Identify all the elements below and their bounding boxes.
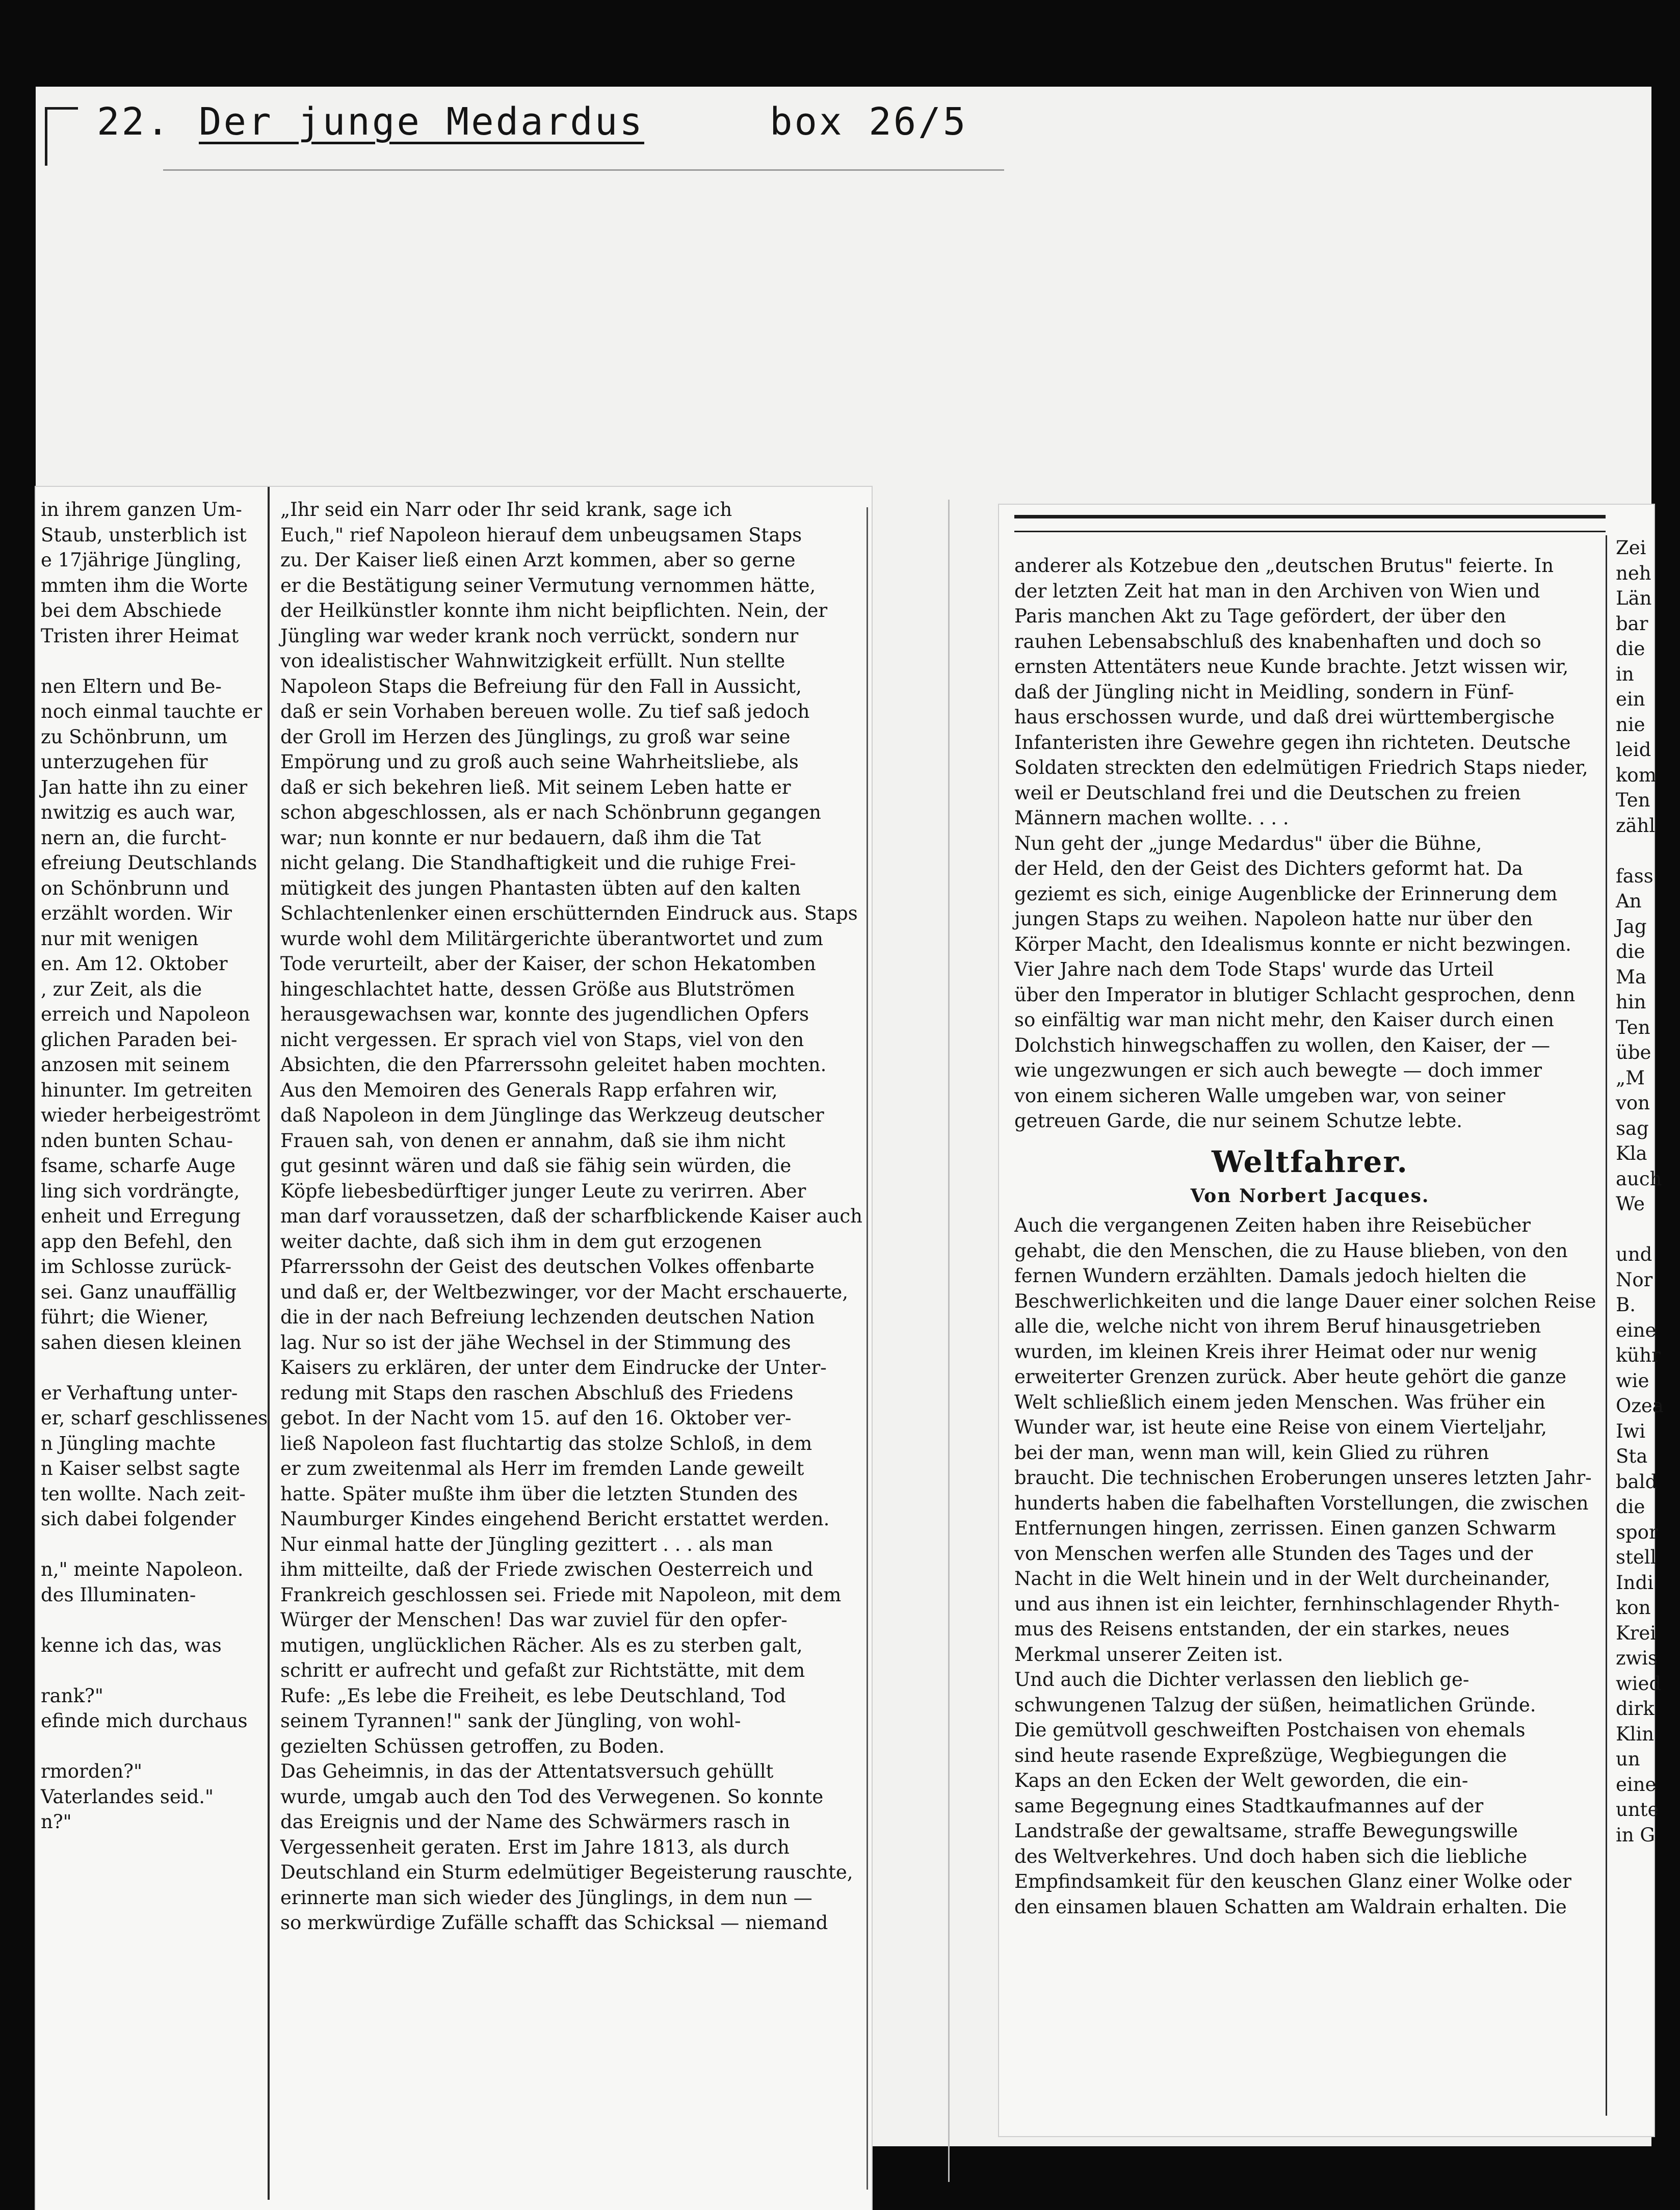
text-line: und aus ihnen ist ein leichter, fernhinschlagender Rhyth- — [1014, 1593, 1560, 1615]
text-line: An — [1616, 890, 1642, 912]
text-line: des Illuminaten- — [41, 1583, 196, 1606]
text-line: erreich und Napoleon — [41, 1003, 250, 1025]
header-rule — [163, 169, 1004, 171]
text-line: wied — [1616, 1672, 1662, 1695]
text-line: von Menschen werfen alle Stunden des Tages und der — [1014, 1542, 1533, 1565]
text-line: Sta — [1616, 1445, 1648, 1467]
fold-line — [948, 500, 950, 2182]
text-line: fsame, scharfe Auge — [41, 1155, 236, 1177]
text-line: Ozea — [1616, 1395, 1664, 1417]
text-line: Körper Macht, den Idealismus konnte er nicht bezwingen. — [1014, 933, 1571, 955]
text-line: die — [1616, 1496, 1645, 1518]
text-line: über den Imperator in blutiger Schlacht gesprochen, denn — [1014, 983, 1576, 1006]
text-line: nwitzig es auch war, — [41, 801, 236, 823]
text-line — [1616, 838, 1654, 864]
text-line: Pfarrerssohn der Geist des deutschen Volkes offenbarte — [280, 1256, 815, 1278]
text-line: in G — [1616, 1824, 1655, 1846]
text-line: unterzugehen für — [41, 751, 208, 773]
text-line: Krei — [1616, 1622, 1657, 1644]
header-number: 22. — [97, 100, 171, 144]
text-line: daß Napoleon in dem Jünglinge das Werkzeug deutscher — [280, 1104, 824, 1126]
text-line: der Heilkünstler konnte ihm nicht beipflichten. Nein, der — [280, 600, 828, 621]
text-line: führt; die Wiener, — [41, 1306, 209, 1328]
text-line: sich dabei folgender — [41, 1508, 236, 1530]
text-line: ernsten Attentäters neue Kunde brachte. Jetzt wissen wir, — [1014, 656, 1569, 678]
text-line: sind heute rasende Expreßzüge, Wegbiegungen die — [1014, 1744, 1507, 1766]
text-line: Wunder war, ist heute eine Reise von einem Vierteljahr, — [1014, 1416, 1547, 1438]
text-line: Empfindsamkeit für den keuschen Glanz einer Wolke oder — [1014, 1870, 1571, 1892]
text-line: app den Befehl, den — [41, 1230, 232, 1253]
text-line: n," meinte Napoleon. — [41, 1558, 244, 1580]
text-line: We — [1616, 1193, 1645, 1215]
clipping-right — [999, 505, 1664, 2136]
text-line: alle die, welche nicht von ihrem Beruf hinausgetrieben — [1014, 1315, 1541, 1337]
text-line: daß er sich bekehren ließ. Mit seinem Leben hatte er — [280, 776, 791, 798]
text-line: von einem sicheren Walle umgeben war, von seiner — [1014, 1084, 1506, 1107]
text-line: im Schlosse zurück- — [41, 1256, 232, 1278]
text-line: erweiterter Grenzen zurück. Aber heute gehört die ganze — [1014, 1366, 1567, 1388]
text-line: Ma — [1616, 966, 1646, 988]
text-line: Zei — [1616, 537, 1646, 559]
column-a — [41, 497, 268, 1835]
text-line: hatte. Später mußte ihm über die letzten Stunden des — [280, 1483, 798, 1505]
text-line: ihm mitteilte, daß der Friede zwischen Oesterreich und — [280, 1558, 813, 1580]
text-line: er die Bestätigung seiner Vermutung vernommen hätte, — [280, 574, 816, 596]
text-line: Köpfe liebesbedürftiger junger Leute zu verirren. Aber — [280, 1180, 806, 1202]
text-line: on Schönbrunn und — [41, 877, 229, 899]
text-line: zu Schönbrunn, um — [41, 725, 228, 748]
text-line — [41, 1355, 260, 1381]
clipping-left — [36, 487, 872, 2210]
text-line: eine — [1616, 1319, 1657, 1341]
text-line: Deutschland ein Sturm edelmütiger Begeisterung rauschte, — [280, 1861, 853, 1883]
text-line: Absichten, die den Pfarrerssohn geleitet haben mochten. — [280, 1054, 827, 1076]
text-line: noch einmal tauchte er — [41, 700, 262, 722]
text-line: gezielten Schüssen getroffen, zu Boden. — [280, 1735, 665, 1757]
text-line: von — [1616, 1092, 1650, 1114]
text-line: daß der Jüngling nicht in Meidling, sondern in Fünf- — [1014, 681, 1514, 703]
text-line: zwis — [1616, 1647, 1658, 1669]
text-line: Iwi — [1616, 1420, 1646, 1442]
text-line: haus erschossen wurde, und daß drei württembergische — [1014, 706, 1555, 728]
text-line: der Groll im Herzen des Jünglings, zu groß war seine — [280, 725, 791, 748]
text-line: so merkwürdige Zufälle schafft das Schicksal — niemand — [280, 1912, 828, 1934]
text-line: bald — [1616, 1470, 1658, 1493]
text-line: en. Am 12. Oktober — [41, 953, 228, 975]
text-line: unte — [1616, 1799, 1659, 1821]
text-line: enheit und Erregung — [41, 1205, 241, 1227]
text-line: Das Geheimnis, in das der Attentatsversuch gehüllt — [280, 1760, 774, 1782]
text-line: die — [1616, 638, 1645, 660]
column-rule — [268, 487, 270, 2200]
text-line: B. — [1616, 1294, 1636, 1316]
text-line: Klin — [1616, 1723, 1655, 1745]
text-line: Vaterlandes seid." — [41, 1785, 214, 1808]
text-line: nern an, die furcht- — [41, 826, 227, 849]
text-line: Nur einmal hatte der Jüngling gezittert . . . als man — [280, 1533, 773, 1555]
text-line: in ihrem ganzen Um- — [41, 499, 242, 521]
text-line: bei der man, wenn man will, kein Glied zu rühren — [1014, 1441, 1489, 1464]
text-line: same Begegnung eines Stadtkaufmannes auf der — [1014, 1795, 1484, 1817]
text-line: Infanteristen ihre Gewehre gegen ihn richteten. Deutsche — [1014, 731, 1571, 753]
text-line: nie — [1616, 713, 1645, 736]
text-line: Paris manchen Akt zu Tage gefördert, der über den — [1014, 605, 1506, 627]
text-line: ling sich vordrängte, — [41, 1180, 240, 1202]
text-line: Nor — [1616, 1268, 1653, 1291]
text-line: Euch," rief Napoleon hierauf dem unbeugsamen Staps — [280, 524, 802, 546]
text-line: Jag — [1616, 915, 1647, 938]
text-line: die in der nach Befreiung lechzenden deutschen Nation — [280, 1306, 815, 1328]
text-line: er Verhaftung unter- — [41, 1382, 238, 1404]
text-line: Tode verurteilt, aber der Kaiser, der schon Hekatomben — [280, 953, 816, 975]
text-line: hin — [1616, 991, 1646, 1013]
column-rule — [867, 507, 868, 2190]
text-line: kenne ich das, was — [41, 1634, 222, 1656]
text-line: redung mit Staps den raschen Abschluß des Friedens — [280, 1382, 794, 1404]
text-line: Frankreich geschlossen sei. Friede mit Napoleon, mit dem — [280, 1583, 842, 1606]
text-line: nen Eltern und Be- — [41, 675, 222, 697]
text-line: n Jüngling machte — [41, 1432, 216, 1454]
text-line: neh — [1616, 562, 1651, 584]
text-line: bei dem Abschiede — [41, 600, 222, 621]
text-line: wieder herbeigeströmt — [41, 1104, 260, 1126]
text-line: hingeschlachtet hatte, dessen Größe aus Blutströmen — [280, 978, 795, 1000]
text-line: un — [1616, 1748, 1640, 1770]
text-line: in — [1616, 663, 1634, 685]
text-line: Jüngling war weder krank noch verrückt, sondern nur — [280, 625, 799, 647]
article-body — [1014, 1213, 1606, 1919]
text-line: sahen diesen kleinen — [41, 1331, 242, 1354]
text-line: Napoleon Staps die Befreiung für den Fall in Aussicht, — [280, 675, 802, 697]
article-byline: Von Norbert Jacques. — [1190, 1185, 1430, 1207]
text-line: eine — [1616, 1773, 1657, 1796]
text-line: und daß er, der Weltbezwinger, vor der Macht erschauerte, — [280, 1281, 849, 1303]
text-line: und — [1616, 1243, 1652, 1265]
text-line: er zum zweitenmal als Herr im fremden Lande geweilt — [280, 1458, 804, 1479]
text-line: weiter dachte, daß sich ihm in dem gut erzogenen — [280, 1230, 762, 1253]
text-line: Die gemütvoll geschweiften Postchaisen von ehemals — [1014, 1719, 1526, 1741]
text-line: des Weltverkehres. Und doch haben sich die liebliche — [1014, 1845, 1528, 1867]
text-line: Aus den Memoiren des Generals Rapp erfahren wir, — [280, 1079, 778, 1101]
text-line: gut gesinnt wären und daß sie fähig sein würden, die — [280, 1155, 792, 1177]
text-line: Nacht in die Welt hinein und in der Welt durcheinander, — [1014, 1568, 1551, 1590]
text-line: Jan hatte ihn zu einer — [41, 776, 248, 798]
text-line: Tristen ihrer Heimat — [41, 625, 239, 647]
text-line: rmorden?" — [41, 1760, 143, 1782]
header-box-label: box 26/5 — [770, 100, 968, 144]
text-line: Männern machen wollte. . . . — [1014, 807, 1289, 829]
text-line: Kla — [1616, 1142, 1647, 1164]
text-line: zähl — [1616, 814, 1656, 837]
text-line: nicht gelang. Die Standhaftigkeit und die ruhige Frei- — [280, 852, 796, 874]
text-line: rauhen Lebensabschluß des knabenhaften und doch so — [1014, 630, 1541, 653]
text-line: daß er sein Vorhaben bereuen wolle. Zu tief saß jedoch — [280, 700, 810, 722]
text-line: Dolchstich hinwegschaffen zu wollen, den Kaiser, der — — [1014, 1034, 1551, 1056]
column-d — [1616, 535, 1664, 1848]
column-rule — [1606, 535, 1607, 2116]
text-line: fernen Wundern erzählten. Damals jedoch hielten die — [1014, 1265, 1527, 1287]
text-line: war; nun konnte er nur bedauern, daß ihm die Tat — [280, 826, 761, 849]
text-line: mmten ihm die Worte — [41, 574, 248, 596]
article-title: Weltfahrer. — [1212, 1144, 1408, 1179]
text-line: glichen Paraden bei- — [41, 1028, 238, 1051]
text-line: der letzten Zeit hat man in den Archiven von Wien und — [1014, 580, 1540, 602]
text-line: Empörung und zu groß auch seine Wahrheitsliebe, als — [280, 751, 799, 773]
corner-mark — [45, 107, 78, 166]
text-line: Kaps an den Ecken der Welt geworden, die ein- — [1014, 1770, 1468, 1791]
text-line: Schlachtenlenker einen erschütternden Eindruck aus. Staps — [280, 902, 858, 924]
text-line: lag. Nur so ist der jähe Wechsel in der Stimmung des — [280, 1331, 791, 1354]
text-line: rank?" — [41, 1684, 103, 1707]
text-line: kühr — [1616, 1344, 1661, 1366]
text-line: herausgewachsen war, konnte des jugendlichen Opfers — [280, 1003, 809, 1025]
text-line — [41, 1532, 260, 1557]
text-line: bar — [1616, 612, 1648, 635]
text-line: mütigkeit des jungen Phantasten übten auf den kalten — [280, 877, 801, 899]
text-line: n?" — [41, 1811, 72, 1833]
text-line: der Held, den der Geist des Dichters geformt hat. Da — [1014, 857, 1523, 879]
text-line — [41, 1658, 260, 1683]
text-line: efinde mich durchaus — [41, 1710, 248, 1732]
text-line: sei. Ganz unauffällig — [41, 1281, 237, 1303]
column-c — [1014, 553, 1606, 1919]
text-line: Landstraße der gewaltsame, straffe Bewegungswille — [1014, 1820, 1518, 1842]
text-line: nicht vergessen. Er sprach viel von Staps, viel von den — [280, 1028, 804, 1051]
text-line: hunderts haben die fabelhaften Vorstellungen, die zwischen — [1014, 1492, 1589, 1514]
text-line: weil er Deutschland frei und die Deutschen zu freien — [1014, 782, 1521, 804]
text-line: auch — [1616, 1167, 1662, 1190]
text-line: man darf voraussetzen, daß der scharfblickende Kaiser auch — [280, 1205, 862, 1227]
text-line: Auch die vergangenen Zeiten haben ihre Reisebücher — [1014, 1214, 1531, 1236]
text-line: Rufe: „Es lebe die Freiheit, es lebe Deutschland, Tod — [280, 1684, 786, 1707]
text-line: Würger der Menschen! Das war zuviel für den opfer- — [280, 1609, 788, 1631]
text-line: anzosen mit seinem — [41, 1054, 230, 1076]
text-line: das Ereignis und der Name des Schwärmers rasch in — [280, 1811, 791, 1833]
text-line: schritt er aufrecht und gefaßt zur Richtstätte, mit dem — [280, 1659, 805, 1681]
text-line — [41, 1607, 260, 1633]
text-line: übe — [1616, 1042, 1651, 1063]
text-line: mutigen, unglücklichen Rächer. Als es zu sterben galt, — [280, 1634, 803, 1656]
text-line: den einsamen blauen Schatten am Waldrain erhalten. Die — [1014, 1895, 1567, 1918]
text-line: so einfältig war man nicht mehr, den Kaiser durch einen — [1014, 1009, 1554, 1031]
text-line: Und auch die Dichter verlassen den lieblich ge- — [1014, 1669, 1469, 1691]
text-line: ließ Napoleon fast fluchtartig das stolze Schloß, in dem — [280, 1432, 812, 1454]
text-line: jungen Staps zu weihen. Napoleon hatte nur über den — [1014, 908, 1533, 930]
text-line: er, scharf geschlissenes — [41, 1407, 268, 1429]
text-line: Vier Jahre nach dem Tode Staps' wurde das Urteil — [1014, 958, 1494, 980]
text-line: von idealistischer Wahnwitzigkeit erfüllt. Nun stellte — [280, 650, 785, 672]
text-line: Kaisers zu erklären, der unter dem Eindrucke der Unter- — [280, 1357, 827, 1379]
text-line: erzählt worden. Wir — [41, 902, 232, 924]
text-line: Staub, unsterblich ist — [41, 524, 247, 546]
text-line: Merkmal unserer Zeiten ist. — [1014, 1643, 1283, 1666]
text-line — [41, 1734, 260, 1759]
header-title: Der junge Medardus — [199, 100, 644, 144]
text-line: seinem Tyrannen!" sank der Jüngling, von wohl- — [280, 1710, 741, 1732]
text-line: dirk — [1616, 1698, 1655, 1720]
text-line: wie ungezwungen er sich auch bewegte — doch immer — [1014, 1059, 1542, 1081]
text-line: Län — [1616, 587, 1652, 609]
text-line: efreiung Deutschlands — [41, 852, 257, 874]
text-line: leid — [1616, 739, 1651, 761]
text-line: mus des Reisens entstanden, der ein starkes, neues — [1014, 1618, 1510, 1640]
article-continuation — [1014, 553, 1606, 1134]
text-line: gebot. In der Nacht vom 15. auf den 16. Oktober ver- — [280, 1407, 792, 1429]
text-line: ein — [1616, 688, 1645, 710]
text-line: „M — [1616, 1067, 1645, 1089]
text-line: hinunter. Im getreiten — [41, 1079, 252, 1101]
text-line: wurde, umgab auch den Tod des Verwegenen. So konnte — [280, 1785, 824, 1808]
text-line: wie — [1616, 1369, 1649, 1392]
text-line: Entfernungen hingen, zerrissen. Einen ganzen Schwarm — [1014, 1517, 1557, 1539]
text-line: Beschwerlichkeiten und die lange Dauer einer solchen Reise — [1014, 1290, 1596, 1312]
top-rule — [1014, 515, 1606, 532]
text-line: kom — [1616, 764, 1657, 786]
text-line: schwungenen Talzug der süßen, heimatlichen Gründe. — [1014, 1694, 1536, 1716]
text-line: , zur Zeit, als die — [41, 978, 202, 1000]
text-line: braucht. Die technischen Eroberungen unseres letzten Jahr- — [1014, 1467, 1592, 1489]
text-line: nur mit wenigen — [41, 927, 199, 950]
text-line: getreuen Garde, die nur seinem Schutze lebte. — [1014, 1110, 1463, 1132]
text-line: sag — [1616, 1117, 1649, 1139]
text-line: Indi — [1616, 1571, 1653, 1594]
text-line: n Kaiser selbst sagte — [41, 1458, 240, 1479]
text-line: Welt schließlich einem jeden Menschen. Was früher ein — [1014, 1391, 1545, 1413]
text-line: schon abgeschlossen, als er nach Schönbrunn gegangen — [280, 801, 821, 823]
text-line: Naumburger Kindes eingehend Bericht erstattet werden. — [280, 1508, 830, 1530]
text-line: gehabt, die den Menschen, die zu Hause blieben, von den — [1014, 1239, 1568, 1262]
text-line: spor — [1616, 1521, 1658, 1543]
text-line: die — [1616, 941, 1645, 963]
text-line: erinnerte man sich wieder des Jünglings, in dem nun — — [280, 1886, 812, 1909]
text-line: stell — [1616, 1546, 1657, 1568]
text-line: anderer als Kotzebue den „deutschen Brutus" feierte. In — [1014, 555, 1554, 577]
text-line: nden bunten Schau- — [41, 1129, 233, 1152]
text-line: Vergessenheit geraten. Erst im Jahre 1813, als durch — [280, 1836, 790, 1858]
text-line: Frauen sah, von denen er annahm, daß sie ihm nicht — [280, 1129, 785, 1152]
text-line: wurden, im kleinen Kreis ihrer Heimat oder nur wenig — [1014, 1340, 1537, 1363]
text-line: wurde wohl dem Militärgerichte überantwortet und zum — [280, 927, 823, 950]
column-b — [280, 497, 867, 1936]
text-line: e 17jährige Jüngling, — [41, 549, 242, 571]
text-line — [41, 648, 260, 674]
text-line: fass — [1616, 865, 1653, 887]
text-line: Ten — [1616, 789, 1650, 811]
text-line: zu. Der Kaiser ließ einen Arzt kommen, aber so gerne — [280, 549, 796, 571]
text-line — [1616, 1217, 1654, 1242]
text-line: „Ihr seid ein Narr oder Ihr seid krank, sage ich — [280, 499, 732, 521]
text-line: kon — [1616, 1597, 1651, 1619]
text-line: ten wollte. Nach zeit- — [41, 1483, 246, 1505]
text-line: geziemt es sich, einige Augenblicke der Erinnerung dem — [1014, 882, 1558, 905]
text-line: Nun geht der „junge Medardus" über die Bühne, — [1014, 832, 1482, 854]
text-line: Soldaten streckten den edelmütigen Friedrich Staps nieder, — [1014, 757, 1588, 778]
text-line: Ten — [1616, 1016, 1650, 1038]
